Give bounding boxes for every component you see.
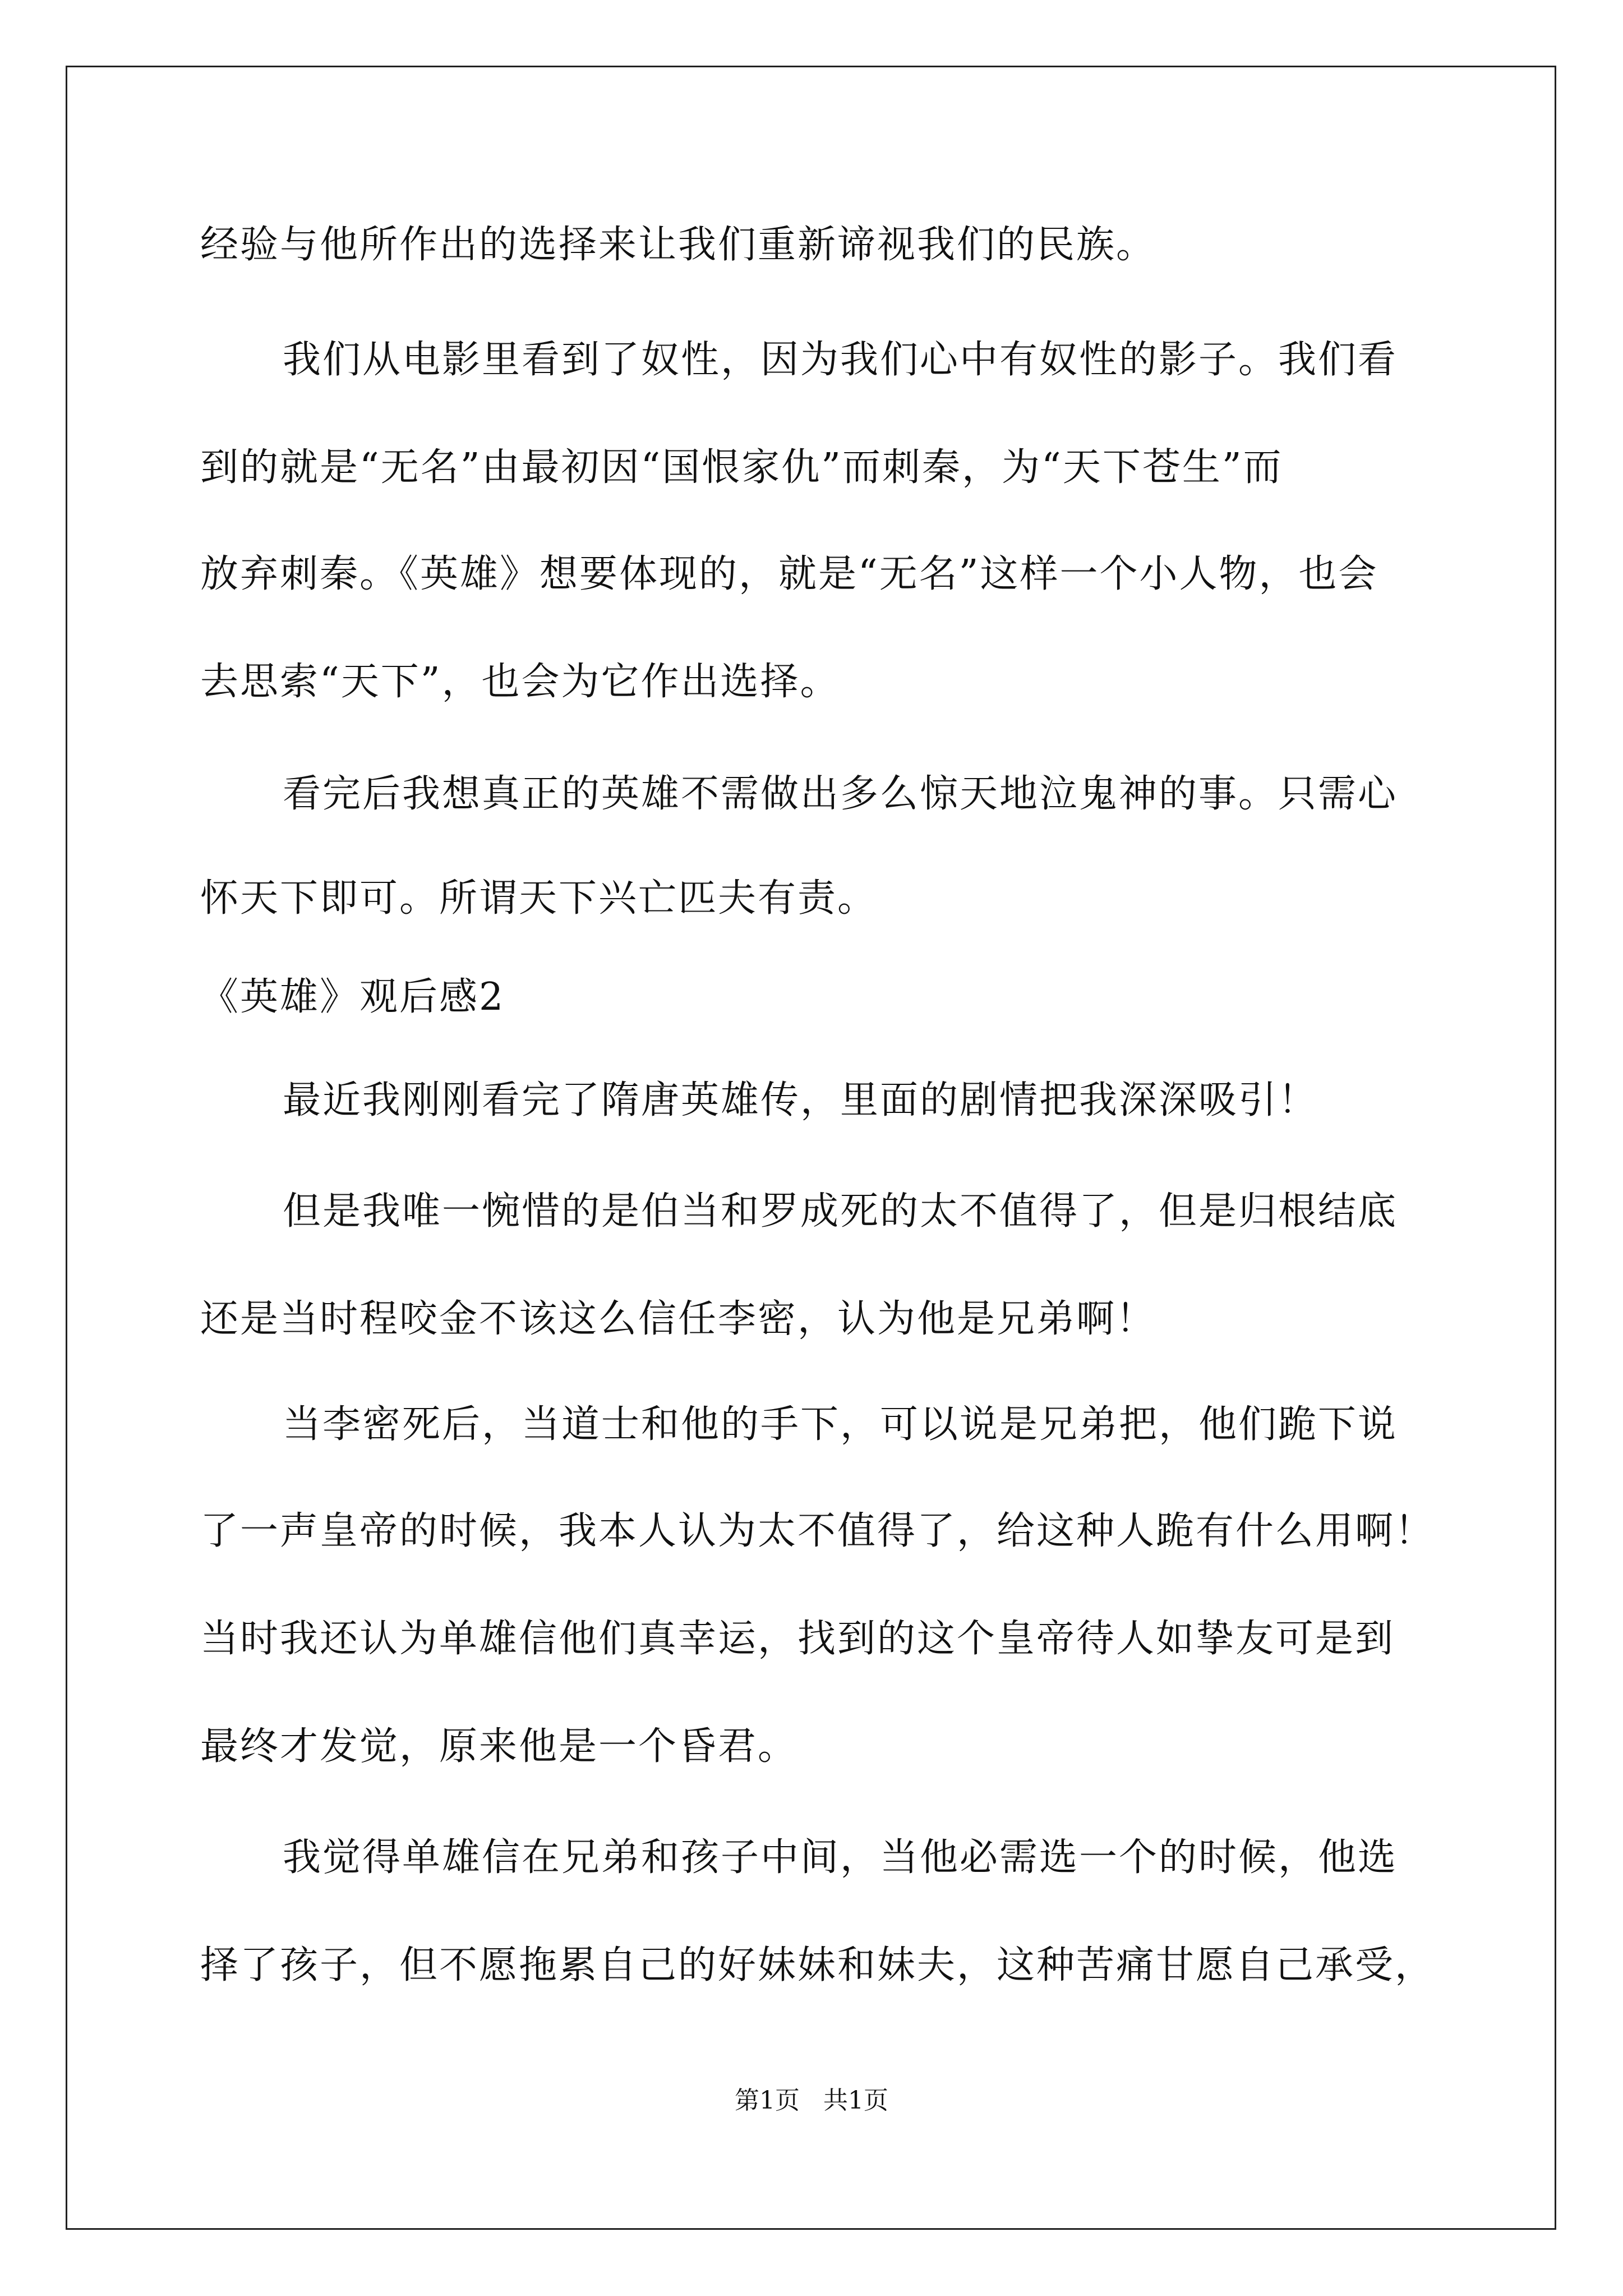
page-border [66, 66, 1556, 2230]
body-text-line: 择了孩子，但不愿拖累自己的好妹妹和妹夫，这种苦痛甘愿自己承受， [200, 1943, 1435, 1987]
body-text-line: 经验与他所作出的选择来让我们重新谛视我们的民族。 [200, 223, 1156, 267]
body-text-line: 当李密死后，当道士和他的手下，可以说是兄弟把，他们跪下说 [283, 1402, 1398, 1447]
body-text-line: 到的就是“无名”由最初因“国恨家仇”而刺秦，为“天下苍生”而 [200, 445, 1283, 490]
body-text-line: 放弃刺秦。《英雄》想要体现的，就是“无名”这样一个小人物，也会 [200, 552, 1378, 596]
body-text-line: 看完后我想真正的英雄不需做出多么惊天地泣鬼神的事。只需心 [283, 772, 1398, 816]
body-text-line: 还是当时程咬金不该这么信任李密，认为他是兄弟啊！ [200, 1297, 1156, 1341]
body-text-line: 怀天下即可。所谓天下兴亡匹夫有责。 [200, 876, 878, 921]
body-text-line: 我觉得单雄信在兄弟和孩子中间，当他必需选一个的时候，他选 [283, 1835, 1398, 1880]
body-text-line: 去思索“天下”，也会为它作出选择。 [200, 660, 840, 704]
body-text-line: 最终才发觉，原来他是一个昏君。 [200, 1724, 798, 1769]
body-text-line: 了一声皇帝的时候，我本人认为太不值得了，给这种人跪有什么用啊！ [200, 1509, 1435, 1553]
body-text-line: 但是我唯一惋惜的是伯当和罗成死的太不值得了，但是归根结底 [283, 1189, 1398, 1234]
body-text-line: 当时我还认为单雄信他们真幸运，找到的这个皇帝待人如挚友可是到 [200, 1617, 1395, 1661]
body-text-line: 最近我刚刚看完了隋唐英雄传，里面的剧情把我深深吸引！ [283, 1078, 1318, 1122]
section-heading: 《英雄》观后感2 [200, 975, 505, 1019]
body-text-line: 我们从电影里看到了奴性，因为我们心中有奴性的影子。我们看 [283, 338, 1398, 382]
page-footer: 第1页 共1页 [735, 2086, 888, 2115]
